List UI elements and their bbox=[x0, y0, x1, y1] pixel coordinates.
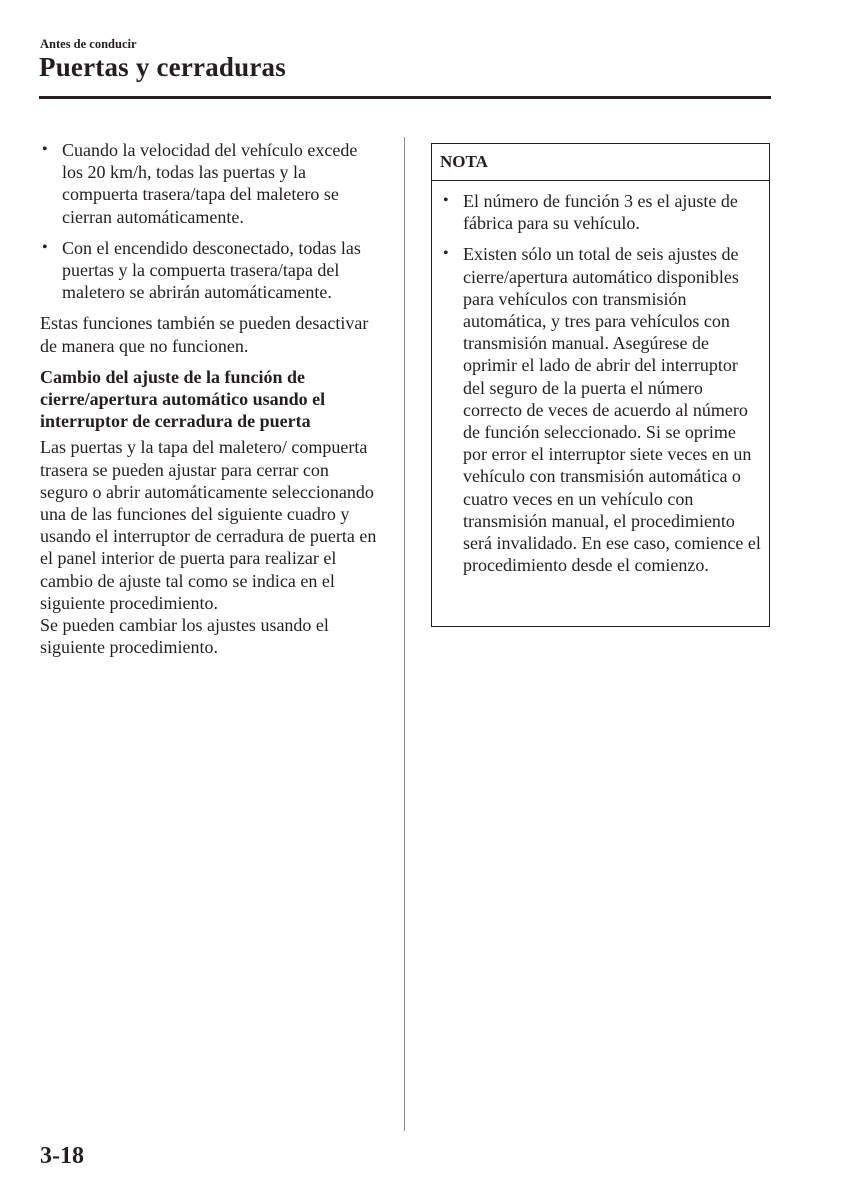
bullet-icon: • bbox=[42, 238, 48, 256]
page-number: 3-18 bbox=[40, 1143, 84, 1169]
note-list bbox=[432, 181, 769, 576]
note-text: Existen sólo un total de seis ajustes de cierre/apertura automático disponibles para vehículos con transmisión automática, y tres para vehículos con transmisión manual. Asegúrese de oprimir el lado de abrir del interruptor del seguro de la puerta el número correcto de veces de acuerdo al número de función seleccionado. Si se oprime por error el interruptor siete veces en un vehículo con transmisión automática o cuatro veces en un vehículo con transmisión manual, el procedimiento será invalidado. En ese caso, comience el procedimiento desde el comienzo. bbox=[463, 244, 761, 576]
bullet-item bbox=[40, 139, 378, 228]
bullet-icon: • bbox=[443, 192, 449, 209]
bullet-text: Con el encendido desconectado, todas las puertas y la compuerta trasera/tapa del maletero se abrirán automáticamente. bbox=[62, 237, 361, 303]
note-item bbox=[440, 190, 761, 234]
note-title: NOTA bbox=[432, 144, 769, 181]
bullet-icon: • bbox=[42, 141, 48, 158]
bullet-icon: • bbox=[443, 245, 449, 263]
intro-paragraph: Estas funciones también se pueden desactivar de manera que no funcionen. bbox=[40, 313, 369, 356]
body-paragraph: Se pueden cambiar los ajustes usando el siguiente procedimiento. bbox=[40, 615, 329, 658]
body-paragraph: Las puertas y la tapa del maletero/ compuerta trasera se pueden ajustar para cerrar con seguro o abrir automáticamente seleccionando una de las funciones del siguiente cuadro y usando el interruptor de cerradura de puerta en el panel interior de puerta para realizar el cambio de ajuste tal como se indica en el siguiente procedimiento. bbox=[40, 437, 377, 613]
note-text: El número de función 3 es el ajuste de fábrica para su vehículo. bbox=[463, 191, 738, 234]
bullet-item bbox=[40, 237, 378, 304]
note-item bbox=[440, 243, 761, 576]
left-column bbox=[40, 139, 378, 658]
page-title: Puertas y cerraduras bbox=[39, 52, 286, 82]
note-box bbox=[431, 143, 770, 627]
section-subheading: Cambio del ajuste de la función de cierre/apertura automático usando el interruptor de cerradura de puerta bbox=[40, 366, 326, 432]
title-rule bbox=[39, 96, 771, 99]
column-divider bbox=[404, 137, 405, 1131]
bullet-list bbox=[40, 139, 378, 303]
bullet-text: Cuando la velocidad del vehículo excede los 20 km/h, todas las puertas y la compuerta trasera/tapa del maletero se cierran automáticamente. bbox=[62, 140, 358, 227]
section-label: Antes de conducir bbox=[40, 37, 137, 51]
